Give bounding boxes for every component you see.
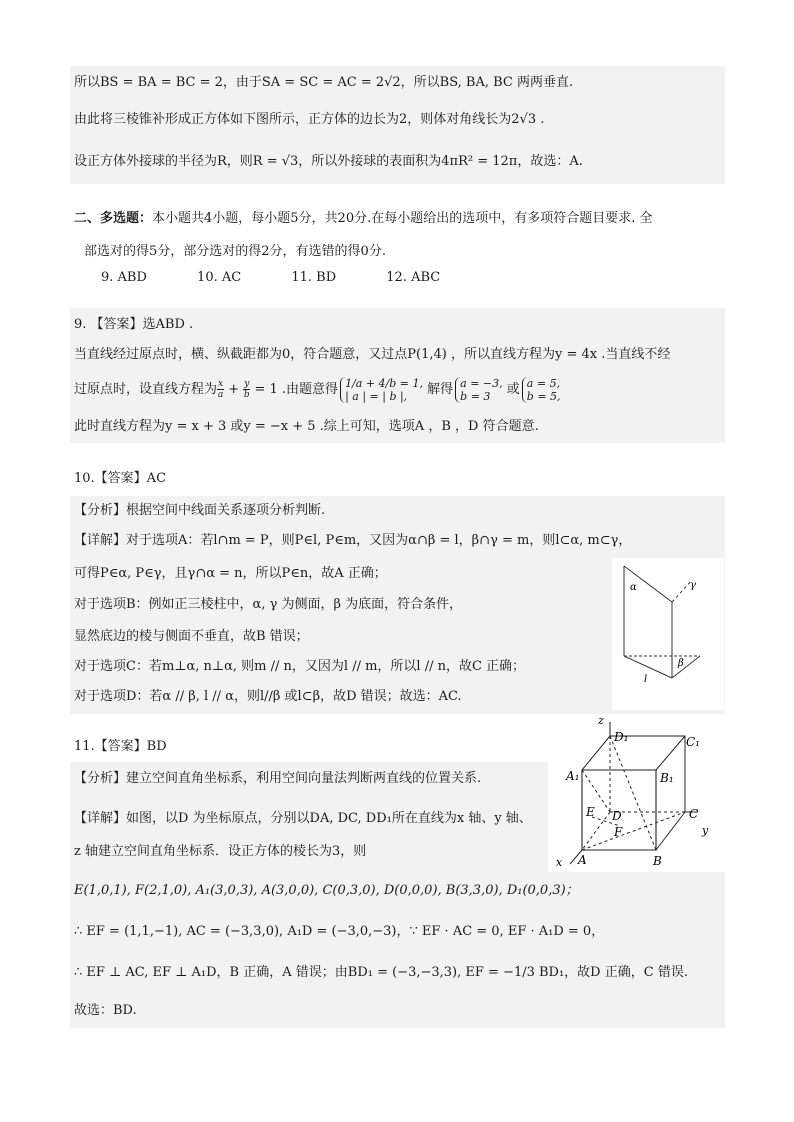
top-line-1: 所以BS = BA = BC = 2，由于SA = SC = AC = 2√2，所以BS, BA, BC 两两垂直. bbox=[74, 75, 574, 90]
cube-label-A1: A₁ bbox=[566, 769, 580, 783]
cube-label-D1: D₁ bbox=[614, 730, 629, 744]
top-line-3: 设正方体外接球的半径为R，则R = √3，所以外接球的表面积为4πR² = 12π，故选：A. bbox=[74, 154, 583, 169]
planes-figure-svg bbox=[612, 558, 724, 710]
fig-label-gamma: γ bbox=[690, 580, 696, 591]
cube-label-E: E bbox=[586, 805, 595, 819]
answer-key-12: 12. ABC bbox=[386, 270, 441, 285]
q9-line-3: 此时直线方程为y = x + 3 或y = −x + 5 .综上可知，选项A ，B ，D 符合题意. bbox=[74, 419, 539, 434]
cube-label-y: y bbox=[702, 824, 709, 837]
q11-figure bbox=[548, 712, 724, 870]
q9-line-2a: 过原点时，设直线方程为 bbox=[74, 382, 218, 397]
system-3-row-2: b = 5, bbox=[526, 389, 561, 403]
section2-desc-1: 本小题共4小题，每小题5分，共20分.在每小题给出的选项中，有多项符合题目要求. 全 bbox=[152, 211, 653, 226]
q9-line-2b: = 1 .由题意得 bbox=[254, 382, 339, 397]
q10-detail-3: 对于选项B：例如正三棱柱中，α, γ 为侧面，β 为底面，符合条件， bbox=[74, 597, 463, 612]
fig-label-alpha: α bbox=[630, 582, 637, 593]
frac-x-over-a bbox=[217, 379, 224, 400]
q10-detail-2: 可得P∈α, P∈γ，且γ∩α = n，所以P∈n，故A 正确； bbox=[74, 566, 387, 581]
q11-final: 故选：BD. bbox=[74, 1003, 137, 1018]
system-1-row-2: | a | = | b |, bbox=[345, 389, 408, 403]
system-3 bbox=[522, 377, 561, 403]
system-1-row-1: 1/a + 4/b = 1, bbox=[345, 376, 423, 390]
system-3-row-1: a = 5, bbox=[526, 376, 561, 390]
q9-line-2: 过原点时，设直线方程为 $\frac{x}{a}$ + $\frac{y}{b}$ = 1 .由题意得 1/a + 4/b = 1, | a | = | b |, 解得 a = −3, b = 3 或 a = 5, b = 5, bbox=[74, 376, 561, 403]
top-line-2: 由此将三棱锥补形成正方体如下图所示，正方体的边长为2，则体对角线长为2√3 . bbox=[74, 112, 545, 127]
fig-label-beta: β bbox=[678, 658, 684, 669]
system-2-row-2: b = 3 bbox=[460, 389, 491, 403]
system-2 bbox=[455, 377, 502, 403]
answer-key-row bbox=[101, 269, 486, 287]
frac-b: b bbox=[243, 390, 250, 400]
system-2-row-1: a = −3, bbox=[460, 376, 503, 390]
answer-key-11: 11. BD bbox=[291, 270, 337, 285]
q9-title: 9. 【答案】选ABD . bbox=[74, 317, 194, 332]
q9-line-2d: 或 bbox=[506, 382, 520, 397]
frac-x: x bbox=[218, 379, 224, 389]
q10-detail-5: 对于选项C：若m⊥α, n⊥α, 则m // n，又因为l // m，所以l // n，故C 正确； bbox=[74, 659, 526, 674]
answer-key-10: 10. AC bbox=[197, 270, 242, 285]
answer-key-9: 9. ABD bbox=[101, 270, 147, 285]
q11-title: 11.【答案】BD bbox=[74, 739, 167, 754]
cube-label-D: D bbox=[612, 809, 622, 823]
frac-a: a bbox=[217, 390, 224, 400]
cube-label-B: B bbox=[653, 854, 662, 868]
cube-label-A: A bbox=[578, 853, 587, 867]
q10-figure bbox=[612, 558, 724, 710]
cube-label-z: z bbox=[598, 714, 604, 727]
q9-line-2c: 解得 bbox=[427, 382, 454, 397]
fig-label-l: l bbox=[644, 674, 648, 685]
section2-heading: 二、多选题： bbox=[74, 211, 153, 226]
section2-desc-2: 部选对的得5分，部分选对的得2分，有选错的得0分. bbox=[84, 244, 386, 259]
cube-label-B1: B₁ bbox=[660, 771, 674, 785]
q11-detail-1: 【详解】如图，以D 为坐标原点，分别以DA, DC, DD₁所在直线为x 轴、y 轴、 bbox=[74, 811, 532, 826]
cube-label-C: C bbox=[689, 807, 699, 821]
q10-detail-4: 显然底边的棱与侧面不垂直，故B 错误； bbox=[74, 629, 309, 644]
section2-desc-line-1 bbox=[74, 210, 653, 228]
q10-detail-1: 【详解】对于选项A：若l∩m = P，则P∈l, P∈m，又因为α∩β = l，β∩γ = m，则l⊂α, m⊂γ， bbox=[74, 533, 632, 548]
cube-label-C1: C₁ bbox=[686, 735, 700, 749]
cube-label-F: F bbox=[614, 825, 623, 839]
q11-detail-2: z 轴建立空间直角坐标系．设正方体的棱长为3，则 bbox=[74, 844, 367, 859]
q10-detail-6: 对于选项D：若α // β, l // α，则l//β 或l⊂β，故D 错误；故选：AC. bbox=[74, 689, 462, 704]
frac-y: y bbox=[244, 379, 250, 389]
cube-figure-svg bbox=[548, 712, 724, 870]
q11-coords: E(1,0,1), F(2,1,0), A₁(3,0,3), A(3,0,0), C(0,3,0), D(0,0,0), B(3,3,0), D₁(0,0,3)； bbox=[74, 883, 579, 898]
q9-line-1: 当直线经过原点时，横、纵截距都为0，符合题意，又过点P(1,4) ，所以直线方程为y = 4x .当直线不经 bbox=[74, 347, 671, 362]
q11-vectors: ∴ EF = (1,1,−1), AC = (−3,3,0), A₁D = (−3,0,−3)，∵ EF · AC = 0, EF · A₁D = 0， bbox=[74, 924, 605, 939]
q10-title: 10.【答案】AC bbox=[74, 471, 167, 486]
q10-analysis: 【分析】根据空间中线面关系逐项分析判断. bbox=[74, 503, 326, 518]
system-1 bbox=[340, 377, 423, 403]
q11-analysis: 【分析】建立空间直角坐标系，利用空间向量法判断两直线的位置关系. bbox=[74, 771, 482, 786]
frac-y-over-b bbox=[243, 379, 250, 400]
q11-conclusion: ∴ EF ⊥ AC, EF ⊥ A₁D，B 正确，A 错误；由BD₁ = (−3,−3,3), EF = −1/3 BD₁，故D 正确，C 错误. bbox=[74, 965, 688, 980]
cube-label-x: x bbox=[556, 856, 563, 869]
